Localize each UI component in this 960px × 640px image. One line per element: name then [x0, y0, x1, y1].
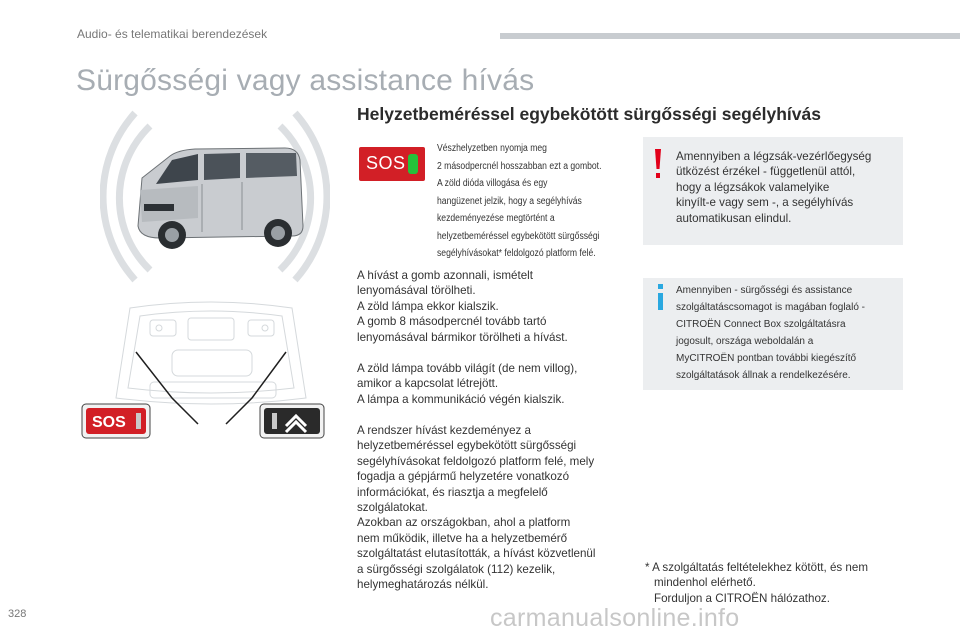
- paragraph-line: lenyomásával bármikor törölheti a hívást.: [357, 330, 568, 344]
- info-line: MyCITROËN pontban további kiegészítő: [676, 353, 857, 364]
- paragraph-line: nem működik, illetve ha a helyzetbemérő: [357, 531, 568, 545]
- warning-note: [643, 137, 903, 245]
- watermark: carmanualsonline.info: [490, 604, 740, 632]
- van-illustration: [100, 108, 330, 283]
- paragraph-line: A zöld lámpa tovább világít (de nem villog),: [357, 362, 578, 375]
- paragraph-line: helymeghatározás nélkül.: [357, 578, 489, 592]
- info-note: [643, 278, 903, 390]
- info-line: jogosult, országa weboldalán a: [676, 336, 814, 347]
- paragraph-line: fogadja a gépjármű helyzetére vonatkozó: [357, 470, 570, 484]
- sos-instruction-line: Vészhelyzetben nyomja meg: [437, 143, 547, 154]
- page-number: 328: [8, 608, 27, 620]
- paragraph-line: helyzetbeméréssel egybekötött sürgősségi: [357, 439, 577, 453]
- sos-instruction-line: A zöld dióda villogása és egy: [437, 178, 548, 189]
- info-line: Amennyiben - sürgősségi és assistance: [676, 285, 853, 296]
- page-title: Sürgősségi vagy assistance hívás: [76, 64, 535, 97]
- paragraph-line: információkat, és riasztja a megfelelő: [357, 485, 548, 499]
- paragraph-line: segélyhívásokat feldolgozó platform felé, mely: [357, 454, 595, 468]
- paragraph-line: lenyomásával törölheti.: [357, 284, 476, 298]
- info-icon: [655, 284, 665, 310]
- sos-instruction-line: helyzetbeméréssel egybekötött sürgősségi: [437, 230, 600, 242]
- footnote-line: * A szolgáltatás feltételekhez kötött, és nem: [645, 561, 868, 574]
- sos-instruction-line: hangüzenet jelzik, hogy a segélyhívás: [437, 195, 582, 207]
- paragraph-line: Azokban az országokban, ahol a platform: [357, 516, 571, 530]
- sos-instruction-line: 2 másodpercnél hosszabban ezt a gombot.: [437, 160, 602, 172]
- sos-instruction-line: kezdeményezése megtörtént a: [437, 213, 555, 224]
- cancel-paragraph: [357, 268, 622, 345]
- warning-line: hogy a légzsákok valamelyike: [676, 180, 830, 194]
- warning-line: automatikusan elindul.: [676, 211, 792, 225]
- paragraph-line: amikor a kapcsolat létrejött.: [357, 377, 499, 391]
- platform-paragraph: [357, 423, 622, 592]
- sos-label: SOS: [366, 153, 406, 173]
- warning-line: ütközést érzékel - függetlenül attól,: [676, 165, 856, 179]
- paragraph-line: szolgáltatást elutasították, a hívást közvetlenül: [357, 547, 596, 561]
- sos-instruction-line: segélyhívásokat* feldolgozó platform felé.: [437, 248, 596, 259]
- paragraph-line: A zöld lámpa ekkor kialszik.: [357, 299, 499, 313]
- section-header: Audio- és telematikai berendezések: [77, 27, 268, 41]
- connection-paragraph: [357, 361, 622, 407]
- warning-line: Amennyiben a légzsák-vezérlőegység: [676, 150, 872, 163]
- footnote-line: mindenhol elérhető.: [654, 576, 756, 590]
- sos-instruction: [437, 140, 626, 263]
- green-led-icon: [408, 154, 418, 174]
- footnote: [645, 560, 925, 606]
- paragraph-line: A lámpa a kommunikáció végén kialszik.: [357, 392, 565, 406]
- info-line: szolgáltatások állnak a rendelkezésére.: [676, 370, 851, 381]
- roof-console-illustration: [80, 298, 342, 448]
- sos-button: [359, 147, 425, 181]
- paragraph-line: A gomb 8 másodpercnél tovább tartó: [357, 315, 547, 329]
- paragraph-line: a sürgősségi szolgálatok (112) kezelik,: [357, 562, 556, 576]
- info-line: szolgáltatáscsomagot is magában foglaló -: [676, 302, 865, 313]
- header-rule: [500, 33, 960, 39]
- info-line: CITROËN Connect Box szolgáltatásra: [676, 319, 846, 330]
- paragraph-line: A hívást a gomb azonnali, ismételt: [357, 269, 533, 282]
- warning-line: kinyílt-e vagy sem -, a segélyhívás: [676, 196, 854, 210]
- exclamation-icon: [654, 149, 662, 179]
- console-sos-label: SOS: [92, 414, 126, 431]
- warning-text: [676, 149, 898, 226]
- paragraph-line: szolgálatokat.: [357, 501, 428, 515]
- section-heading: Helyzetbeméréssel egybekötött sürgősségi segélyhívás: [357, 104, 821, 124]
- footnote-line: Forduljon a CITROËN hálózathoz.: [654, 591, 830, 605]
- paragraph-line: A rendszer hívást kezdeményez a: [357, 424, 531, 437]
- info-text: [676, 282, 900, 384]
